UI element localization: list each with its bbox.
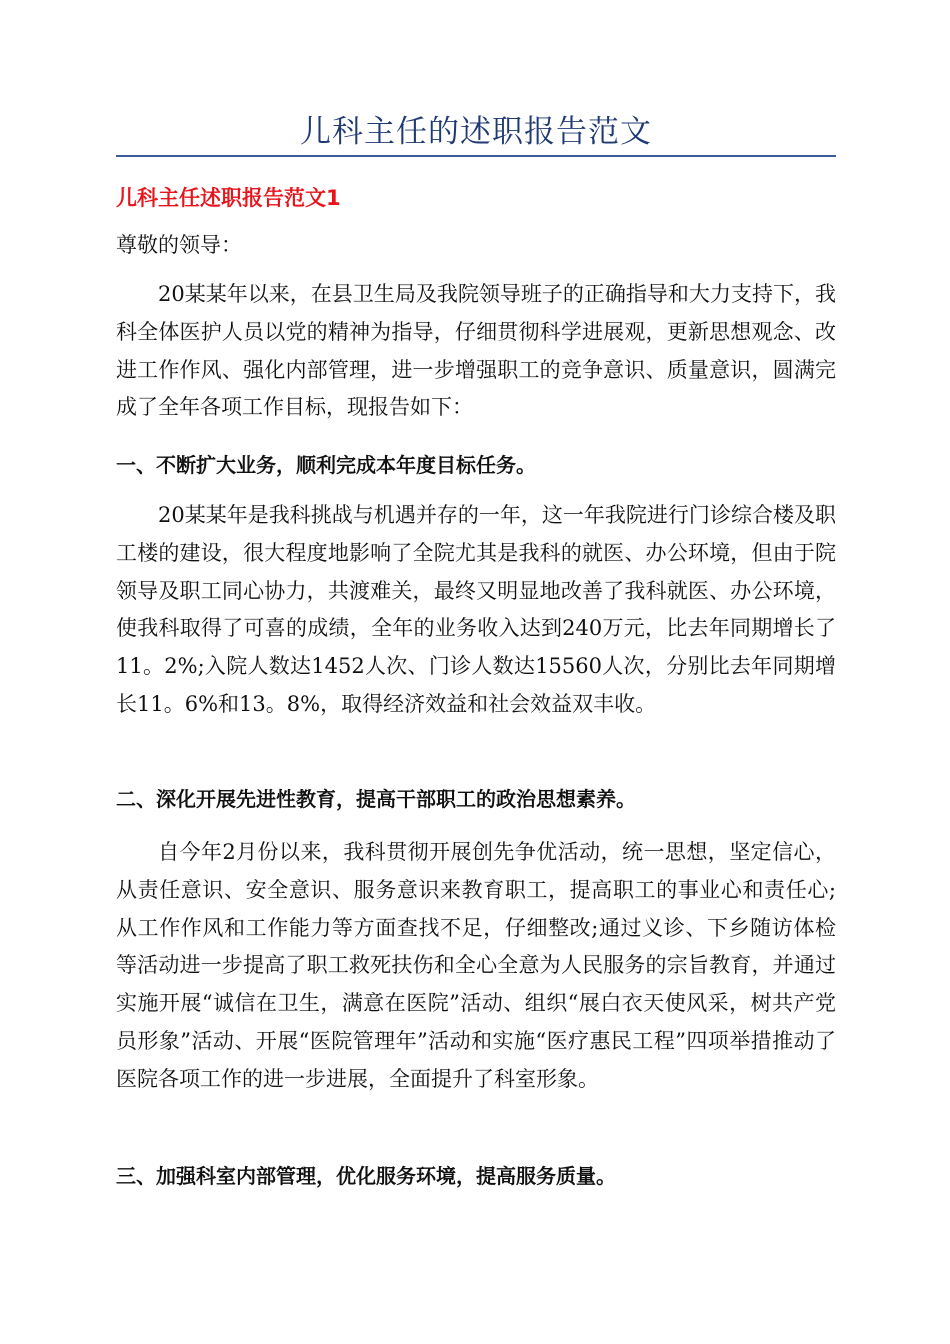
paragraph-2: 自今年2月份以来，我科贯彻开展创先争优活动，统一思想，坚定信心，从责任意识、安全意识、服务意识来教育职工，提高职工的事业心和责任心;从工作作风和工作能力等方面查找不足，仔细整改;通过义诊、下乡随访体检等活动进一步提高了职工救死扶伤和全心全意为人民服务的宗旨教育，并通过实施开展“诚信在卫生，满意在医院”活动、组织“展白衣天使风采，树共产党员形象”活动、开展“医院管理年”活动和实施“医疗惠民工程”四项举措推动了医院各项工作的进一步进展，全面提升了科室形象。 (116, 840, 836, 1091)
heading-1: 一、不断扩大业务，顺利完成本年度目标任务。 (116, 453, 536, 477)
document-title: 儿科主任的述职报告范文 (300, 114, 652, 150)
paragraph-1: 20某某年是我科挑战与机遇并存的一年，这一年我院进行门诊综合楼及职工楼的建设，很大程度地影响了全院尤其是我科的就医、办公环境，但由于院领导及职工同心协力，共渡难关，最终又明显地改善了我科就医、办公环境，使我科取得了可喜的成绩，全年的业务收入达到240万元，比去年同期增长了11。2%;入院人数达1452人次、门诊人数达15560人次，分别比去年同期增长11。6%和13。8%，取得经济效益和社会效益双丰收。 (116, 503, 836, 716)
title-underline-rule (116, 155, 836, 157)
intro-paragraph: 20某某年以来，在县卫生局及我院领导班子的正确指导和大力支持下，我科全体医护人员以党的精神为指导，仔细贯彻科学进展观，更新思想观念、改进工作作风、强化内部管理，进一步增强职工的竞争意识、质量意识，圆满完成了全年各项工作目标，现报告如下： (116, 282, 836, 420)
salutation: 尊敬的领导： (116, 233, 242, 257)
heading-2: 二、深化开展先进性教育，提高干部职工的政治思想素养。 (116, 787, 636, 811)
heading-3: 三、加强科室内部管理，优化服务环境，提高服务质量。 (116, 1164, 616, 1188)
section-title: 儿科主任述职报告范文1 (116, 186, 341, 210)
